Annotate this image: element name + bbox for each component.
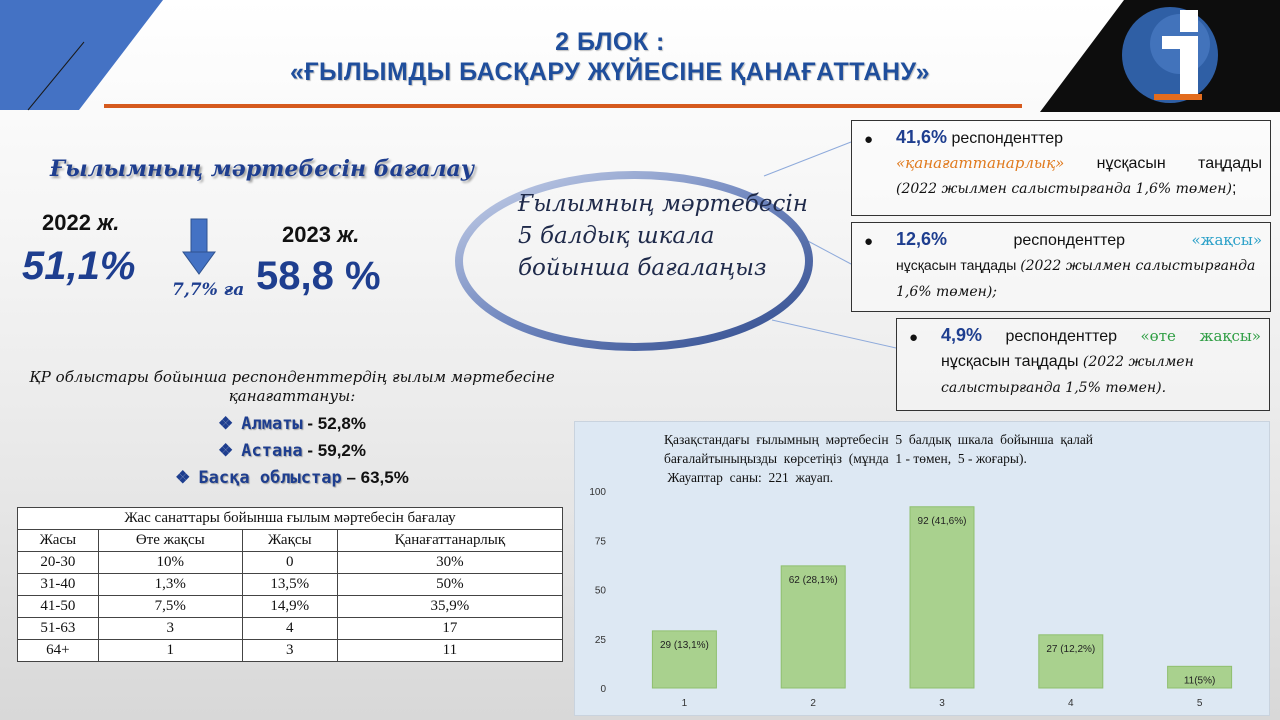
data-label: 11(5%): [1183, 675, 1216, 687]
callout-good: [851, 222, 1271, 312]
callout-text: респонденттер: [1005, 328, 1118, 345]
table-row: [18, 574, 563, 596]
table-cell: 17: [337, 618, 562, 640]
diamond-icon: ❖: [218, 414, 234, 433]
table-title-row: [18, 508, 563, 530]
table-cell: 13,5%: [242, 574, 337, 596]
question-text: Ғылымның мәртебесін 5 балдық шкала бойынша бағалаңыз: [518, 191, 808, 281]
callout-satisfactory: [851, 120, 1271, 216]
table-cell: 64+: [18, 640, 99, 662]
table-cell: 0: [242, 552, 337, 574]
region-name: Алматы: [241, 414, 303, 434]
data-label: 29 (13,1%): [659, 639, 709, 651]
region-sep: -: [302, 441, 318, 460]
bullet-icon: ●: [864, 233, 874, 250]
chart-title-line: бағалайтыныңызды көрсетіңіз (мұнда 1 - төмен, 5 - жоғары).: [664, 451, 1027, 466]
region-sep: -: [302, 414, 318, 433]
table-row: [18, 618, 563, 640]
table-cell: 3: [98, 618, 242, 640]
region-value: 63,5%: [360, 468, 409, 487]
table-cell: 3: [242, 640, 337, 662]
diamond-icon: ❖: [175, 468, 191, 487]
y-tick-label: 25: [594, 634, 606, 646]
y-tick-label: 75: [594, 536, 606, 548]
diamond-icon: ❖: [218, 441, 234, 460]
table-cell: 50%: [337, 574, 562, 596]
table-cell: 30%: [337, 552, 562, 574]
callout-tail: ;: [1231, 180, 1237, 197]
chart-title-line: Қазақстандағы ғылымның мәртебесін 5 балдық шкала бойынша қалай: [664, 432, 1094, 447]
table-cell: 35,9%: [337, 596, 562, 618]
page-title-line-1: 2 БЛОК :: [555, 28, 665, 56]
status-heading: Ғылымның мәртебесін бағалау: [50, 156, 474, 182]
column-header: Жасы: [18, 530, 99, 552]
callout-value: 12,6%: [896, 229, 948, 249]
callout-text: респонденттер: [951, 130, 1064, 147]
table-cell: 41-50: [18, 596, 99, 618]
table-cell: 1,3%: [98, 574, 242, 596]
table-cell: 10%: [98, 552, 242, 574]
column-header: Жақсы: [242, 530, 337, 552]
bar: [910, 507, 974, 688]
x-tick-label: 2: [810, 698, 816, 709]
year-2022-number: 2022: [42, 210, 91, 235]
chart-title-line: Жауаптар саны: 221 жауап.: [664, 470, 834, 485]
y-tick-label: 50: [594, 585, 606, 597]
percent-2022: 51,1%: [22, 244, 136, 288]
data-label: 92 (41,6%): [917, 515, 967, 527]
table-cell: 51-63: [18, 618, 99, 640]
callout-value: 41,6%: [896, 127, 948, 147]
regions-intro: ҚР облыстары бойынша респонденттердің ғылым мәртебесіне қанағаттануы:: [29, 368, 555, 405]
callout-option: «өте жақсы»: [1140, 327, 1261, 345]
column-header: Өте жақсы: [98, 530, 242, 552]
callout-text: нұсқасын таңдады: [941, 353, 1079, 370]
callout-very-good: [896, 318, 1270, 411]
callout-text: нұсқасын таңдады: [1096, 155, 1262, 172]
table-cell: 20-30: [18, 552, 99, 574]
x-tick-label: 5: [1196, 698, 1203, 709]
data-label: 27 (12,2%): [1046, 643, 1096, 655]
table-cell: 4: [242, 618, 337, 640]
table-title: Жас санаттары бойынша ғылым мәртебесін бағалау: [18, 508, 563, 530]
page-title-line-2: «ҒЫЛЫМДЫ БАСҚАРУ ЖҮЙЕСІНЕ ҚАНАҒАТТАНУ»: [289, 58, 931, 86]
table-cell: 31-40: [18, 574, 99, 596]
region-item: [0, 468, 584, 488]
callout-text: респонденттер: [1013, 232, 1126, 249]
region-value: 52,8%: [317, 414, 366, 433]
callout-value: 4,9%: [941, 325, 983, 345]
y-tick-label: 0: [600, 684, 606, 695]
region-value: 59,2%: [317, 441, 366, 460]
callout-text: нұсқасын таңдады: [896, 257, 1017, 273]
change-label: 7,7% ға: [172, 280, 245, 300]
callout-note: (2022 жылмен салыстырғанда 1,6% төмен);: [896, 258, 1256, 300]
chart-title: [664, 430, 1184, 487]
table-row: [18, 640, 563, 662]
y-tick-label: 100: [589, 487, 606, 498]
callout-option: «қанағаттанарлық»: [896, 154, 1065, 172]
callout-note: (2022 жылмен салыстырғанда 1,5% төмен).: [941, 354, 1194, 396]
x-tick-label: 1: [681, 698, 688, 709]
table-cell: 1: [98, 640, 242, 662]
table-row: [18, 596, 563, 618]
column-header: Қанағаттанарлық: [337, 530, 562, 552]
bullet-icon: ●: [909, 329, 919, 346]
table-cell: 7,5%: [98, 596, 242, 618]
year-2023-number: 2023: [282, 222, 331, 247]
x-tick-label: 4: [1068, 698, 1074, 709]
callout-note: (2022 жылмен салыстырғанда 1,6% төмен): [896, 181, 1232, 197]
x-tick-label: 3: [939, 698, 945, 709]
bullet-icon: ●: [864, 131, 874, 148]
percent-2023: 58,8 %: [256, 254, 381, 298]
region-item: [0, 441, 584, 461]
table-header-row: [18, 530, 563, 552]
year-suffix: ж.: [337, 222, 360, 247]
region-item: [0, 414, 584, 434]
data-label: 62 (28,1%): [788, 574, 838, 586]
callout-option: «жақсы»: [1191, 231, 1262, 249]
age-table: [17, 507, 563, 662]
table-row: [18, 552, 563, 574]
bar: [1039, 635, 1103, 688]
region-name: Астана: [241, 441, 303, 461]
table-cell: 14,9%: [242, 596, 337, 618]
region-name: Басқа облыстар: [198, 468, 342, 488]
region-sep: –: [341, 468, 361, 487]
table-cell: 11: [337, 640, 562, 662]
year-suffix: ж.: [97, 210, 120, 235]
